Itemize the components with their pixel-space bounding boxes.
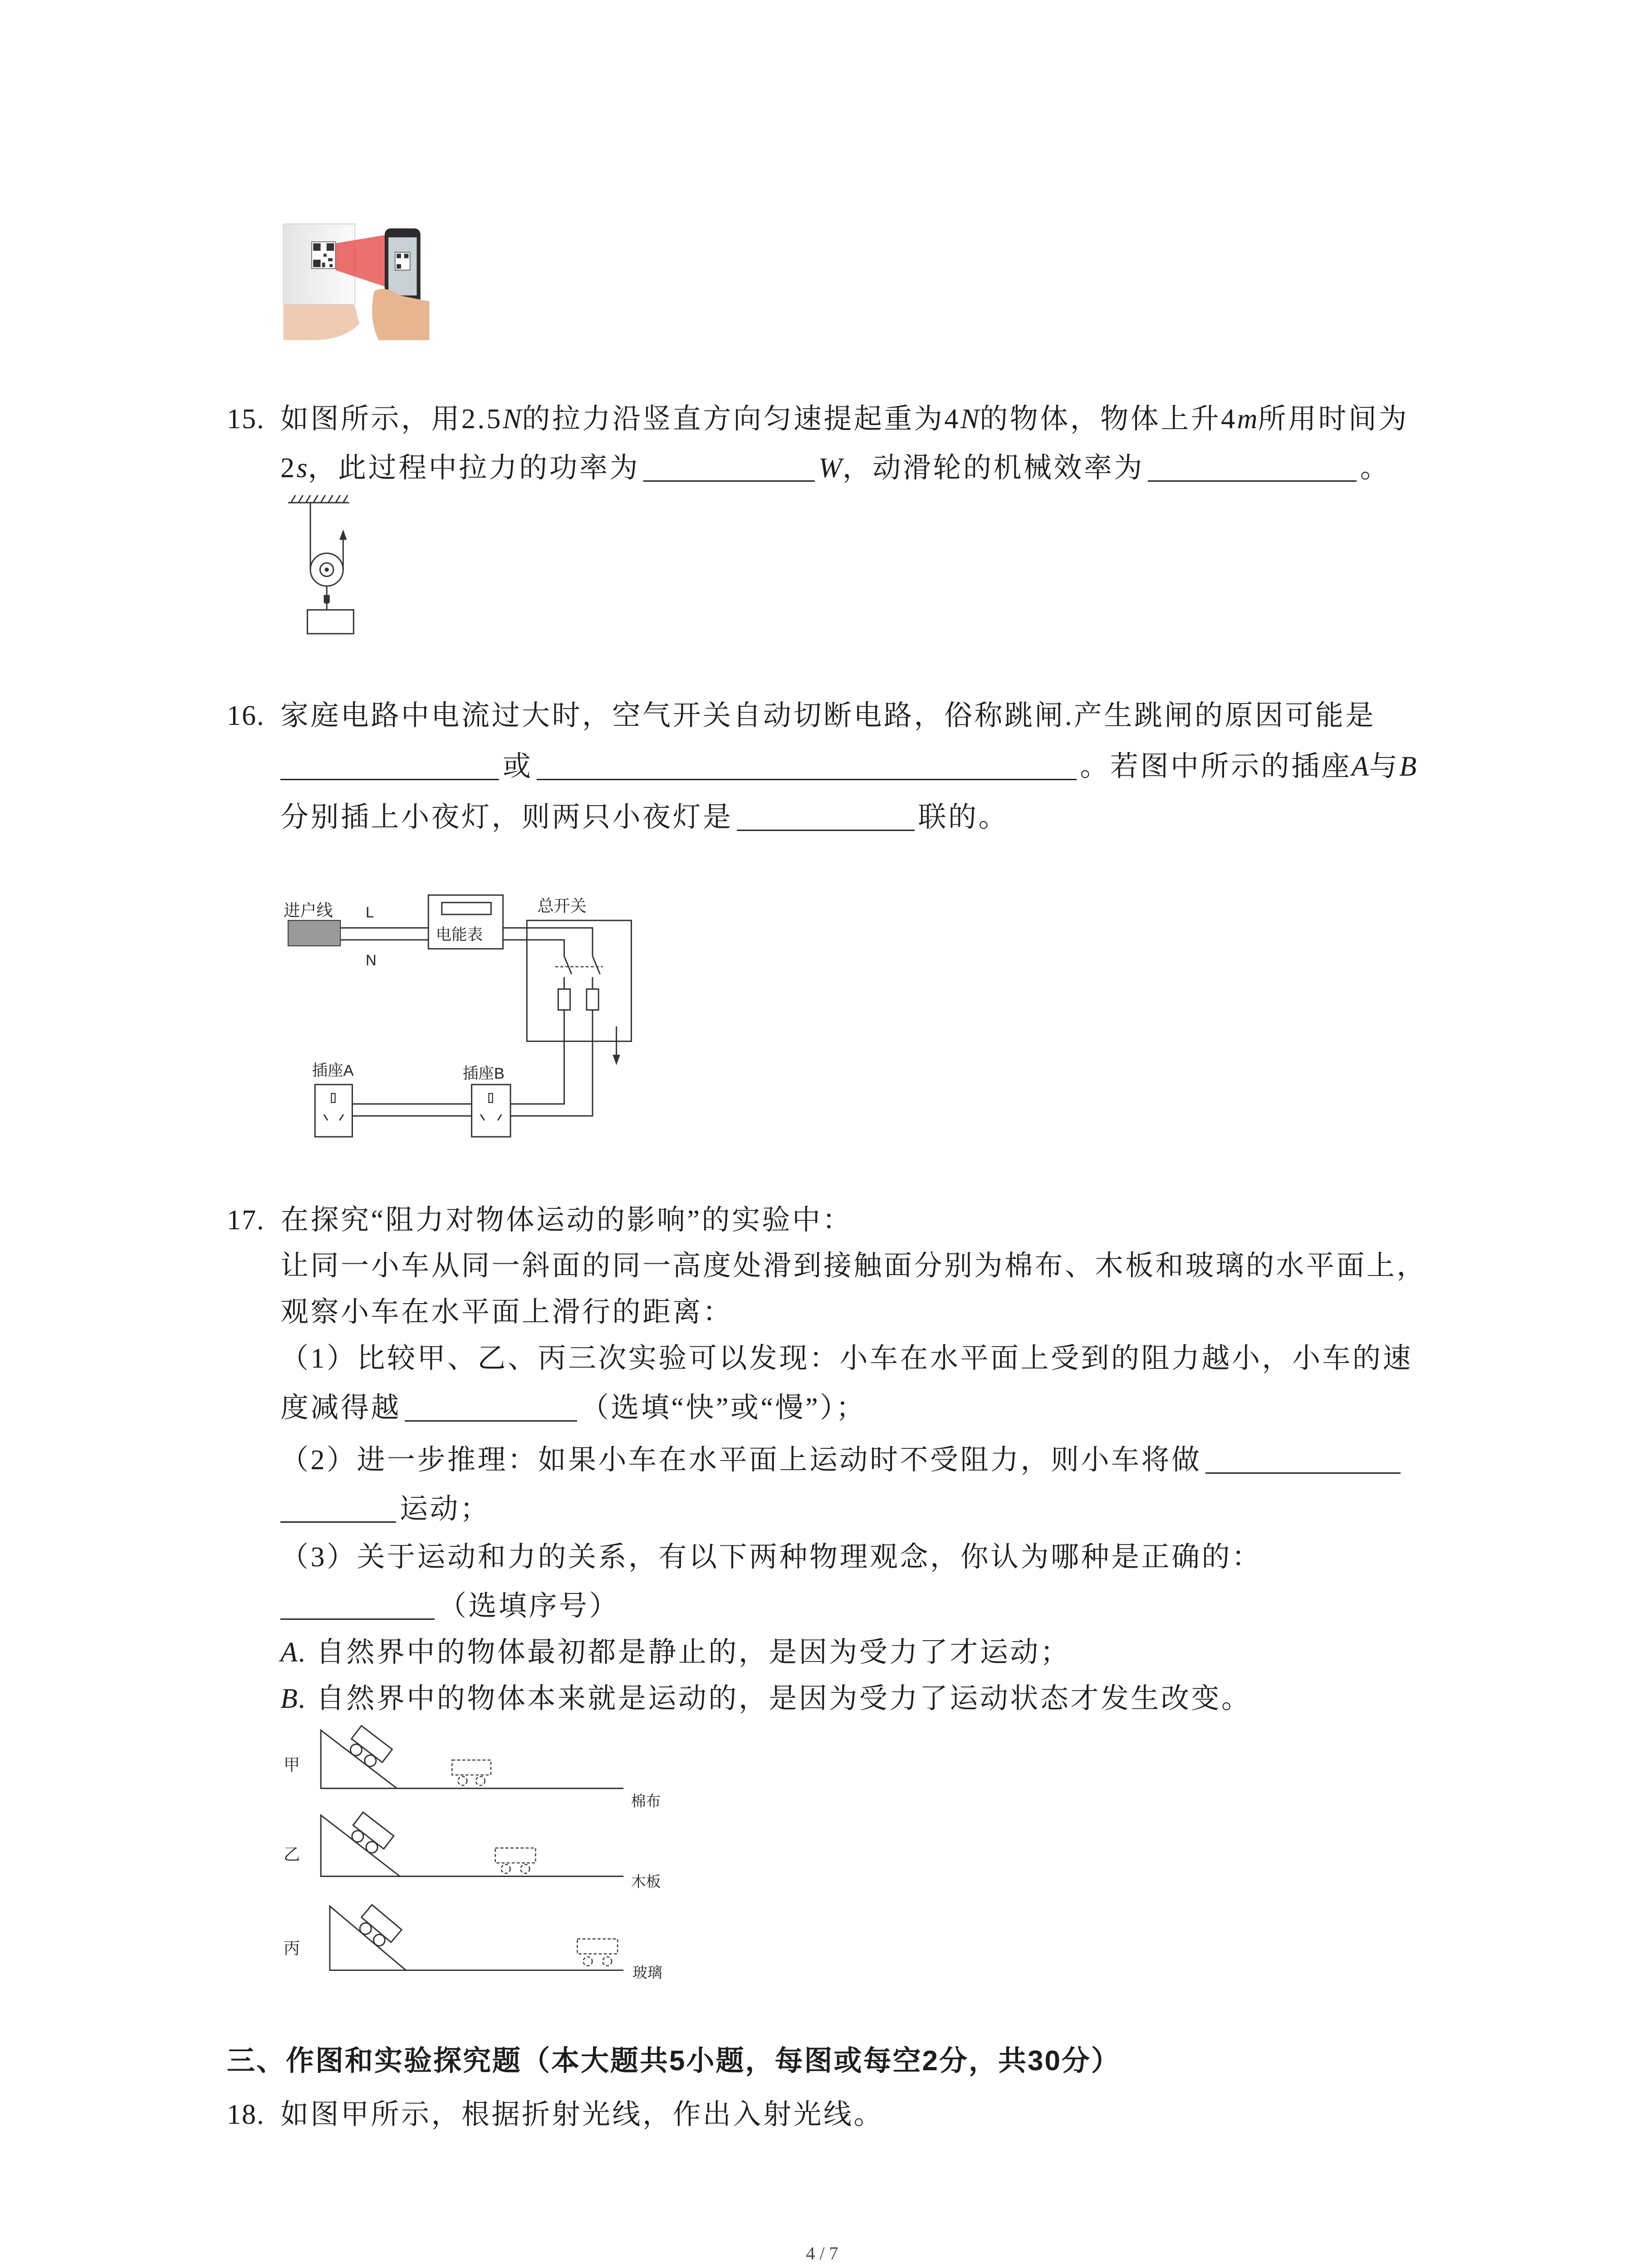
question-number: 18. bbox=[227, 2099, 265, 2130]
q17-line bbox=[280, 1390, 866, 1426]
cart-on-ramp bbox=[344, 1726, 392, 1772]
qr-scan-photo bbox=[280, 221, 432, 340]
live-wire-label: L bbox=[366, 904, 374, 921]
q18-line bbox=[280, 2097, 884, 2133]
main-switch-box bbox=[527, 920, 631, 1041]
answer-blank bbox=[280, 761, 499, 780]
q16-text: 分别插上小夜灯，则两只小夜灯是 bbox=[280, 802, 733, 833]
q17-text: 观察小车在水平面上滑行的距离： bbox=[280, 1297, 733, 1328]
service-entry-box bbox=[288, 920, 340, 946]
trial-row bbox=[284, 1812, 661, 1890]
q17-option-a bbox=[280, 1634, 1070, 1671]
q17-text: . 自然界中的物体最初都是静止的，是因为受力了才运动； bbox=[298, 1637, 1071, 1668]
q17-subquestion-1 bbox=[280, 1340, 1413, 1377]
q15-line-2 bbox=[280, 450, 1390, 486]
trial-row bbox=[284, 1905, 662, 1981]
q16-line-1 bbox=[280, 698, 1376, 734]
trial-label: 乙 bbox=[284, 1845, 300, 1864]
q16-text: 。若图中所示的插座 bbox=[1080, 751, 1352, 782]
option-letter: A bbox=[280, 1637, 298, 1668]
answer-blank bbox=[280, 1600, 435, 1620]
unit-symbol: W bbox=[818, 453, 843, 484]
surface-label: 木板 bbox=[631, 1873, 661, 1890]
variable-symbol: B bbox=[1399, 751, 1417, 782]
q17-subquestion-3 bbox=[280, 1539, 1262, 1575]
q17-line bbox=[280, 1491, 490, 1527]
q17-text: （选填“快”或“慢”）； bbox=[581, 1393, 867, 1423]
q15-text: 所用时间为 bbox=[1258, 404, 1409, 435]
q17-text: 在探究“阻力对物体运动的影响”的实验中： bbox=[280, 1205, 853, 1236]
q17-line bbox=[280, 1202, 852, 1238]
q17-text: （3）关于运动和力的关系，有以下两种物理观念，你认为哪种是正确的： bbox=[280, 1542, 1262, 1573]
movable-pulley-figure bbox=[284, 492, 373, 638]
friction-experiment-figure bbox=[280, 1723, 671, 1988]
socket-a-label: 插座A bbox=[312, 1062, 354, 1080]
q15-text: 如图所示，用2.5 bbox=[280, 404, 503, 435]
pulley-wheel bbox=[310, 553, 343, 586]
q17-text: 运动； bbox=[400, 1494, 490, 1525]
pull-arrow-icon bbox=[339, 529, 347, 570]
trial-row bbox=[284, 1726, 661, 1809]
q17-option-b bbox=[280, 1681, 1251, 1717]
section-heading: 三、作图和实验探究题（本大题共5小题，每图或每空2分，共30分） bbox=[227, 2045, 1121, 2077]
q16-text: 联的。 bbox=[918, 802, 1009, 833]
meter-to-switch-wires bbox=[503, 928, 593, 956]
service-line-label: 进户线 bbox=[284, 901, 333, 920]
arrow-down-icon bbox=[612, 1026, 620, 1066]
branch-wires bbox=[352, 1010, 593, 1116]
variable-symbol: A bbox=[1352, 751, 1369, 782]
q17-line bbox=[280, 1588, 619, 1624]
unit-symbol: N bbox=[960, 404, 980, 435]
cart-stop-position bbox=[452, 1760, 490, 1785]
cart-on-ramp bbox=[354, 1905, 402, 1951]
q17-subquestion-2 bbox=[280, 1442, 1404, 1478]
socket-a-icon bbox=[315, 1085, 352, 1137]
surface-label: 玻璃 bbox=[632, 1964, 662, 1981]
qr-code-icon bbox=[312, 242, 336, 269]
incoming-wires bbox=[340, 928, 428, 940]
question-number: 16. bbox=[227, 700, 265, 731]
cart-stop-position bbox=[495, 1848, 536, 1873]
answer-blank bbox=[280, 1503, 396, 1523]
answer-blank bbox=[737, 811, 915, 831]
load-block bbox=[308, 610, 354, 634]
q17-line bbox=[280, 1248, 1427, 1284]
main-switch-label: 总开关 bbox=[537, 896, 587, 915]
q16-text: 家庭电路中电流过大时，空气开关自动切断电路，俗称跳闸.产生跳闸的原因可能是 bbox=[280, 700, 1376, 731]
surface-label: 棉布 bbox=[631, 1793, 661, 1810]
answer-blank bbox=[1205, 1454, 1401, 1474]
answer-blank bbox=[537, 761, 1077, 780]
q15-text: 2 bbox=[280, 453, 297, 484]
q17-text: . 自然界中的物体本来就是运动的，是因为受力了运动状态才发生改变。 bbox=[298, 1683, 1252, 1714]
socket-b-label: 插座B bbox=[462, 1065, 505, 1082]
question-number: 15. bbox=[227, 404, 265, 435]
cart-on-ramp bbox=[346, 1812, 394, 1858]
q16-line-3 bbox=[280, 799, 1009, 836]
unit-symbol: s bbox=[296, 453, 308, 484]
q15-text: ，此过程中拉力的功率为 bbox=[308, 453, 640, 484]
answer-blank bbox=[643, 462, 815, 482]
q15-line-1 bbox=[280, 401, 1409, 437]
q17-text: 度减得越 bbox=[280, 1393, 402, 1423]
answer-blank bbox=[405, 1402, 577, 1422]
trial-label: 甲 bbox=[284, 1755, 300, 1774]
q15-text: 。 bbox=[1360, 453, 1391, 484]
trial-label: 丙 bbox=[284, 1939, 300, 1958]
question-number: 17. bbox=[227, 1205, 265, 1236]
q16-line-2 bbox=[280, 748, 1417, 785]
hook bbox=[324, 586, 330, 610]
right-hand bbox=[372, 289, 429, 340]
page-number: 4 / 7 bbox=[806, 2243, 838, 2263]
cart-stop-position bbox=[577, 1939, 617, 1966]
q15-text: ，动滑轮的机械效率为 bbox=[842, 453, 1144, 484]
q17-line bbox=[280, 1294, 733, 1330]
household-circuit-figure bbox=[278, 889, 639, 1146]
ceiling bbox=[288, 495, 349, 503]
q18-text: 如图甲所示，根据折射光线，作出入射光线。 bbox=[280, 2099, 884, 2130]
q17-text: （1）比较甲、乙、丙三次实验可以发现：小车在水平面上受到的阻力越小，小车的速 bbox=[280, 1343, 1413, 1374]
incline-ramp bbox=[321, 1730, 623, 1788]
q17-text: 让同一小车从同一斜面的同一高度处滑到接触面分别为棉布、木板和玻璃的水平面上， bbox=[280, 1251, 1427, 1281]
q15-text: 的拉力沿竖直方向匀速提起重为4 bbox=[522, 404, 960, 435]
q16-text: 与 bbox=[1369, 751, 1400, 782]
q15-text: 的物体，物体上升4 bbox=[980, 404, 1237, 435]
q17-text: （2）进一步推理：如果小车在水平面上运动时不受阻力，则小车将做 bbox=[280, 1445, 1202, 1476]
q17-text: （选填序号） bbox=[438, 1591, 620, 1622]
meter-label: 电能表 bbox=[436, 926, 483, 943]
q16-text: 或 bbox=[503, 751, 533, 782]
switch-icon bbox=[555, 956, 603, 989]
unit-symbol: N bbox=[503, 404, 522, 435]
answer-blank bbox=[1148, 462, 1357, 482]
unit-symbol: m bbox=[1237, 404, 1258, 435]
neutral-wire-label: N bbox=[366, 951, 377, 968]
fuse-icon bbox=[558, 989, 598, 1010]
electric-meter bbox=[428, 895, 503, 948]
option-letter: B bbox=[280, 1683, 298, 1714]
socket-b-icon bbox=[472, 1085, 511, 1137]
